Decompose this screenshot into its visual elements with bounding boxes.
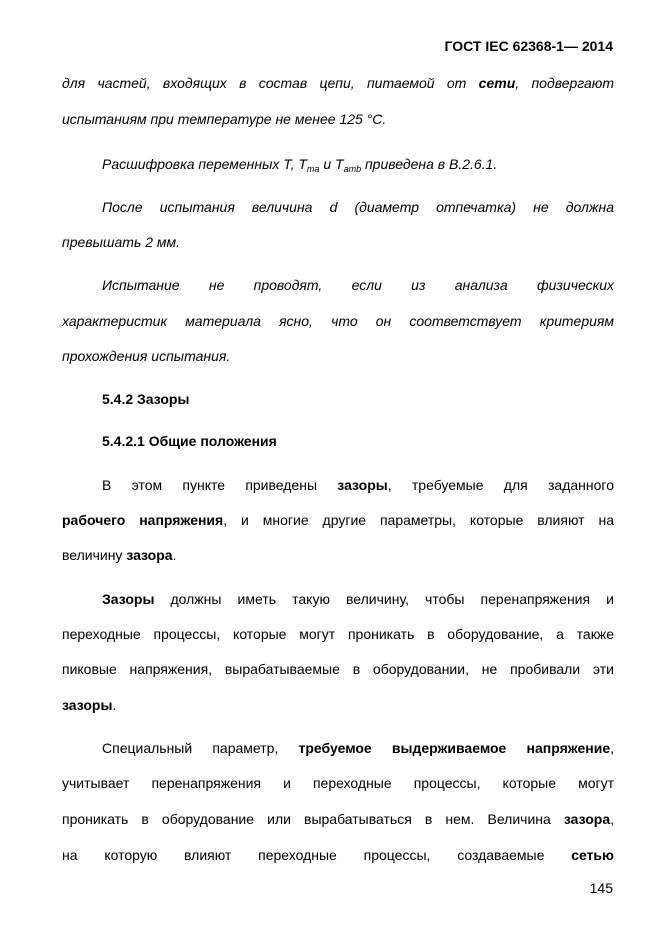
paragraph-line: превышать 2 мм. [62,234,180,250]
paragraph-line: прохождения испытания. [62,348,231,364]
paragraph-line: После испытания величина d (диаметр отпечатка) не должна [102,199,614,215]
document-header: ГОСТ IEC 62368-1— 2014 [444,38,613,54]
paragraph-line: пиковые напряжения, вырабатываемые в оборудовании, не пробивали эти [62,661,614,677]
paragraph-line: испытаниям при температуре не менее 125 °С. [62,111,387,127]
paragraph-line: на которую влияют переходные процессы, создаваемые сетью [62,847,614,863]
paragraph-line: величину зазора. [62,547,177,563]
paragraph-line: Расшифровка переменных Т, $Т_{ma}$ и $Т_{amb}$ приведена в В.2.6.1. [102,156,498,174]
paragraph-line: В этом пункте приведены зазоры, требуемые для заданного [102,477,614,493]
paragraph-line: проникать в оборудование или вырабатываться в нем. Величина зазора, [62,811,614,827]
paragraph-line: переходные процессы, которые могут проникать в оборудование, а также [62,626,614,642]
page-number: 145 [589,880,613,896]
paragraph-line: для частей, входящих в состав цепи, питаемой от сети, подвергают [62,75,614,91]
subsection-heading: 5.4.2.1 Общие положения [102,433,277,449]
paragraph-line: Зазоры должны иметь такую величину, чтобы перенапряжения и [102,591,614,607]
paragraph-line: зазоры. [62,697,117,713]
paragraph-line: рабочего напряжения, и многие другие параметры, которые влияют на [62,512,614,528]
paragraph-line: учитывает перенапряжения и переходные процессы, которые могут [62,775,614,791]
section-heading: 5.4.2 Зазоры [102,391,190,407]
paragraph-line: Специальный параметр, требуемое выдерживаемое напряжение, [102,740,615,756]
paragraph-line: Испытание не проводят, если из анализа физических [102,277,614,293]
paragraph-line: характеристик материала ясно, что он соответствует критериям [62,313,614,329]
